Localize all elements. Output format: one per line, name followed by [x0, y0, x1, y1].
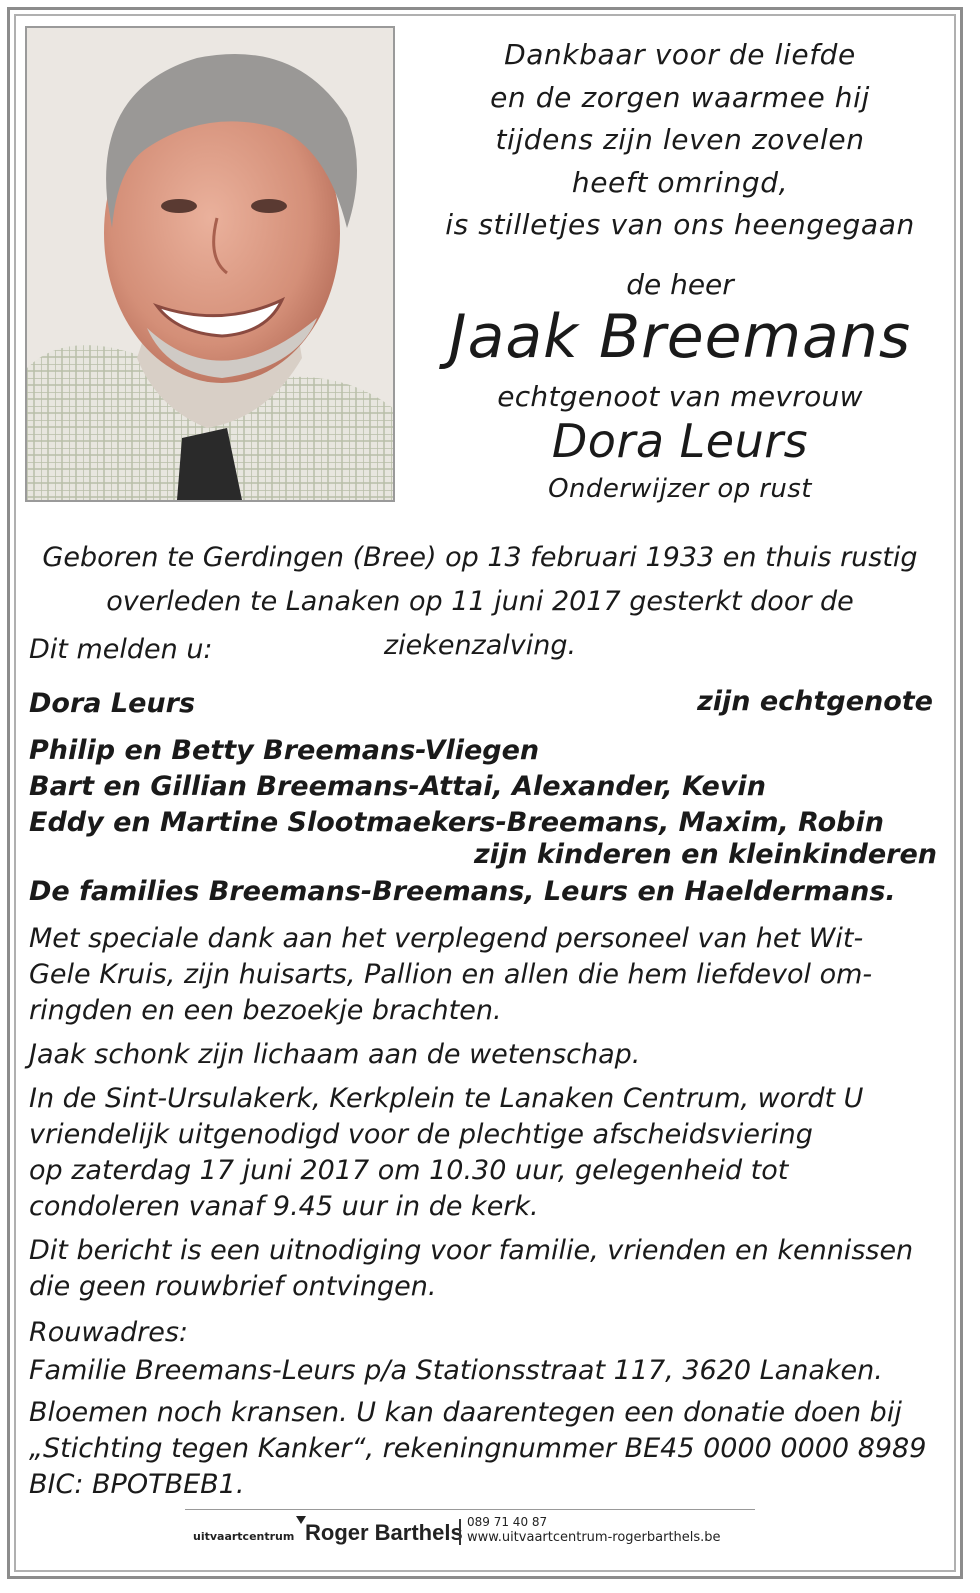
spouse-label: echtgenoot van mevrouw — [497, 380, 863, 413]
invitation-line: die geen rouwbrief ontvingen. — [29, 1271, 437, 1302]
ceremony-line: vriendelijk uitgenodigd voor de plechtige afscheidsviering — [29, 1119, 813, 1150]
footer-divider — [185, 1509, 755, 1510]
address-line: Familie Breemans-Leurs p/a Stationsstraat 117, 3620 Lanaken. — [29, 1355, 883, 1386]
family-spouse-name: Dora Leurs — [29, 688, 196, 719]
title-prefix: de heer — [626, 268, 734, 301]
children-role: zijn kinderen en kleinkinderen — [473, 839, 937, 870]
ceremony-line: In de Sint-Ursulakerk, Kerkplein te Lanaken Centrum, wordt U — [29, 1083, 864, 1114]
ceremony-line: condoleren vanaf 9.45 uur in de kerk. — [29, 1191, 539, 1222]
family-spouse-role: zijn echtgenote — [697, 686, 933, 717]
footer-phone: 089 71 40 87 — [467, 1515, 548, 1529]
birth-line: overleden te Lanaken op 11 juni 2017 gesterkt door de ziekenzalving. — [106, 586, 854, 661]
thanks-line: ringden en een bezoekje brachten. — [29, 995, 502, 1026]
child-line: Philip en Betty Breemans-Vliegen — [29, 735, 540, 766]
address-block — [29, 1315, 949, 1389]
families-line: De families Breemans-Breemans, Leurs en Haeldermans. — [29, 876, 896, 907]
intro-line: heeft omringd, — [571, 165, 789, 199]
child-line: Bart en Gillian Breemans-Attai, Alexander, Kevin — [29, 771, 766, 802]
deceased-name: Jaak Breemans — [448, 302, 912, 372]
science-line: Jaak schonk zijn lichaam aan de wetenschap. — [29, 1039, 641, 1070]
intro-text — [440, 34, 920, 247]
announce-intro: Dit melden u: — [29, 634, 213, 665]
child-line: Eddy en Martine Slootmaekers-Breemans, Maxim, Robin — [29, 807, 884, 838]
donation-line: BIC: BPOTBEB1. — [29, 1469, 245, 1500]
invitation-line: Dit bericht is een uitnodiging voor familie, vrienden en kennissen — [29, 1235, 914, 1266]
ceremony-line: op zaterdag 17 juni 2017 om 10.30 uur, gelegenheid tot — [29, 1155, 789, 1186]
ceremony-text — [29, 1081, 949, 1225]
children-list — [29, 733, 949, 841]
donation-line: Bloemen noch kransen. U kan daarentegen een donatie doen bij — [29, 1397, 902, 1428]
birth-line: Geboren te Gerdingen (Bree) op 13 februari 1933 en thuis rustig — [42, 542, 918, 573]
intro-line: Dankbaar voor de liefde — [504, 38, 856, 71]
intro-line: en de zorgen waarmee hij — [490, 80, 870, 114]
thanks-line: Met speciale dank aan het verplegend personeel van het Wit- — [29, 923, 864, 954]
footer-prefix: uitvaartcentrum — [193, 1530, 295, 1543]
donation-line: „Stichting tegen Kanker“, rekeningnummer BE45 0000 0000 8989 — [29, 1433, 927, 1464]
intro-line: tijdens zijn leven zovelen — [495, 123, 865, 156]
intro-line: is stilletjes van ons heengegaan — [445, 208, 915, 241]
spouse-name: Dora Leurs — [551, 414, 809, 468]
footer-brand: Roger Barthels — [305, 1520, 463, 1545]
footer-website: www.uitvaartcentrum-rogerbarthels.be — [467, 1530, 721, 1545]
thanks-line: Gele Kruis, zijn huisarts, Pallion en allen die hem liefdevol om- — [29, 959, 873, 990]
thanks-text — [29, 921, 949, 1029]
donation-text — [29, 1395, 949, 1503]
profession: Onderwijzer op rust — [548, 474, 812, 504]
funeral-home-footer — [185, 1513, 755, 1549]
invitation-text — [29, 1233, 949, 1305]
portrait-photo — [25, 26, 395, 502]
address-label: Rouwadres: — [29, 1317, 189, 1348]
footer-separator — [459, 1519, 461, 1545]
